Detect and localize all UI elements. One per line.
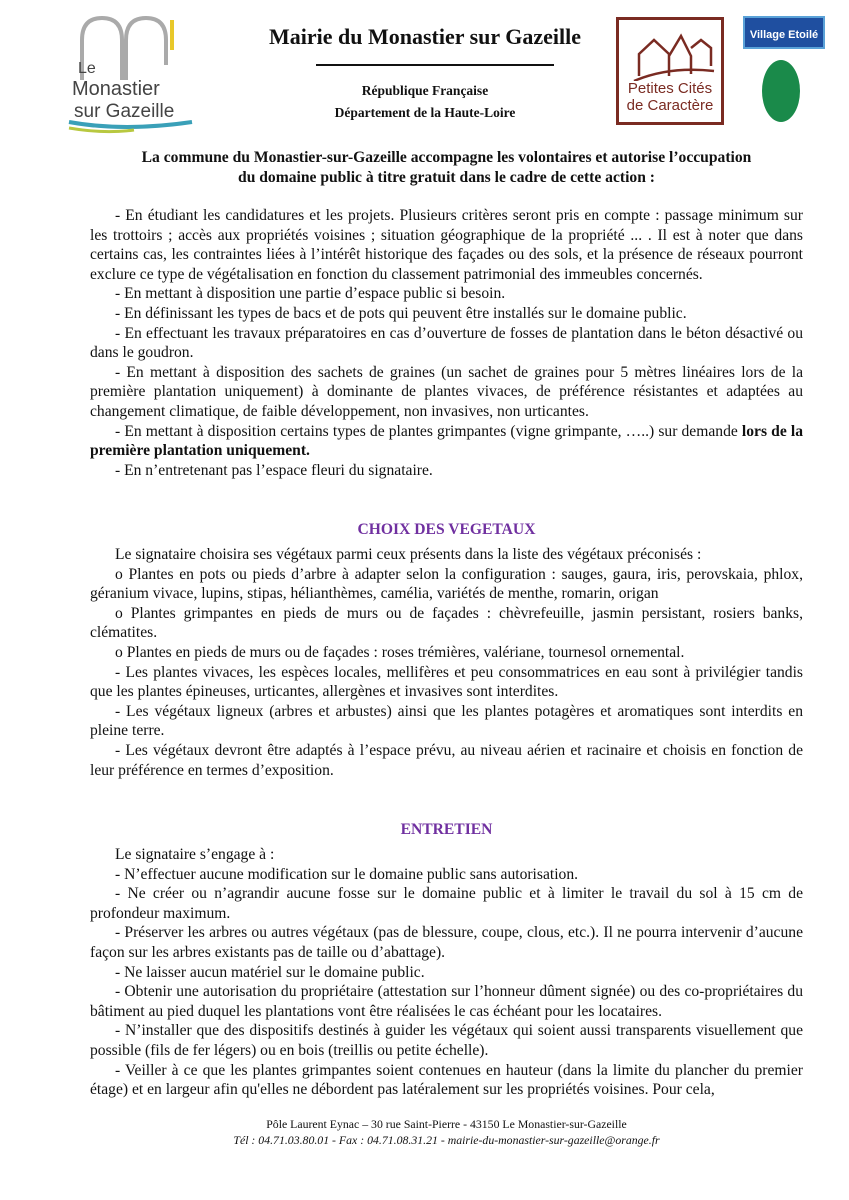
pcc-logo-text: Petites Cités de Caractère <box>626 80 714 114</box>
svg-text:Monastier: Monastier <box>72 78 160 100</box>
list-item: o Plantes en pots ou pieds d’arbre à adapter selon la configuration : sauges, gaura, iris, perovskaia, phlox, géranium vivace, lupins, stipas, hélianthèmes, camélia, variétés de menthe, romarin, origan <box>90 565 803 603</box>
climbing-bold-text: lors de la première plantation uniquement. <box>90 422 804 460</box>
list-item: - Préserver les arbres ou autres végétaux (pas de blessure, coupe, clous, etc.). Il ne pourra intervenir d’aucune façon sur les arbres existants pas de taille ou d’abattage). <box>90 924 803 961</box>
climbing-text: - En mettant à disposition certains types de plantes grimpantes (vigne grimpante, …..) sur demande <box>115 422 742 440</box>
paragraph: - En effectuant les travaux préparatoires en cas d’ouverture de fosses de plantation dans le béton désactivé ou dans le goudron. <box>90 324 803 362</box>
paragraph-climbing <box>90 422 803 461</box>
page-title: Mairie du Monastier sur Gazeille <box>268 24 582 49</box>
list-item: - Obtenir une autorisation du propriétaire (attestation sur l’honneur dûment signée) ou des co-propriétaires du bâtiment au pied duquel les plantations vont être réalisées le cas échéant pour les locataires. <box>90 983 803 1020</box>
title-divider <box>316 64 554 66</box>
heading-choix-vegetaux: CHOIX DES VEGETAUX <box>357 521 536 538</box>
list-item: - Ne créer ou n’agrandir aucune fosse sur le domaine public et à limiter le travail du sol à 15 cm de profondeur maximum. <box>90 885 803 922</box>
subtitle-department: Département de la Haute-Loire <box>334 105 516 120</box>
village-houses-icon <box>619 26 721 81</box>
list-item: - Les plantes vivaces, les espèces locales, mellifères et peu consommatrices en eau sont à privilégier tandis que les plantes épineuses, urticantes, allergènes et invasives sont interdites. <box>90 663 803 701</box>
svg-text:sur Gazeille: sur Gazeille <box>74 101 175 122</box>
subtitle-republic: République Française <box>361 83 489 98</box>
paragraph: Le signataire s’engage à : <box>115 846 275 863</box>
footer-contact: Tél : 04.71.03.80.01 - Fax : 04.71.08.31.21 - mairie-du-monastier-sur-gazeille@orange.fr <box>233 1133 660 1147</box>
list-item: - N’installer que des dispositifs destinés à guider les végétaux qui soient aussi transparents visuellement que possible (fils de fer légers) ou en bois (treillis ou petite échelle). <box>90 1022 803 1059</box>
list-item: - Les végétaux ligneux (arbres et arbustes) ainsi que les plantes potagères et aromatiques sont interdits en pleine terre. <box>90 702 803 740</box>
intro-line-1: La commune du Monastier-sur-Gazeille accompagne les volontaires et autorise l’occupation <box>141 149 752 166</box>
list-item: - Ne laisser aucun matériel sur le domaine public. <box>115 963 425 981</box>
paragraph: - En n’entretenant pas l’espace fleuri du signataire. <box>115 461 433 479</box>
footer <box>90 1116 803 1148</box>
list-item: - Les végétaux devront être adaptés à l’espace prévu, au niveau aérien et racinaire et choisis en fonction de leur préférence en termes d’exposition. <box>90 741 803 779</box>
footer-address: Pôle Laurent Eynac – 30 rue Saint-Pierre - 43150 Le Monastier-sur-Gazeille <box>266 1117 627 1131</box>
commitments-list <box>90 206 803 480</box>
maintenance-list <box>90 845 803 1100</box>
list-item: - N’effectuer aucune modification sur le domaine public sans autorisation. <box>115 865 579 883</box>
heading-entretien: ENTRETIEN <box>400 821 493 838</box>
paragraph: - En définissant les types de bacs et de pots qui peuvent être installés sur le domaine public. <box>115 304 687 322</box>
list-item: o Plantes en pieds de murs ou de façades : roses trémières, valériane, tournesol ornemental. <box>115 643 685 661</box>
paragraph: - En étudiant les candidatures et les projets. Plusieurs critères seront pris en compte : passage minimum sur les trottoirs ; accès aux propriétés voisines ; situation géographique de la propriété ... . Il est à noter que dans certains cas, les contraintes liées à l’intérêt historique des façades ou des sols, et la présence de réseaux pourront exclure ce type de végétalisation en fonction du classement patrimonial des immeubles concernés. <box>90 207 803 283</box>
petites-cites-logo <box>616 17 724 125</box>
paragraph: - En mettant à disposition des sachets de graines (un sachet de graines pour 5 mètres linéaires lors de la première plantation uniquement) à dominante de plantes vivaces, de préférence résistantes et adaptées au changement climatique, de faible développement, non invasives, non urticantes. <box>90 363 803 420</box>
green-drop-logo <box>762 60 800 122</box>
plants-list <box>90 545 803 780</box>
intro-statement <box>90 148 803 187</box>
list-item: o Plantes grimpantes en pieds de murs ou de façades : chèvrefeuille, jasmin persistant, rosiers banks, clématites. <box>90 604 803 642</box>
monastier-logo <box>64 10 199 135</box>
intro-line-2: du domaine public à titre gratuit dans le cadre de cette action : <box>238 168 655 186</box>
village-etoile-logo: Village Etoilé <box>743 16 825 49</box>
paragraph: Le signataire choisira ses végétaux parmi ceux présents dans la liste des végétaux préconisés : <box>115 546 702 563</box>
paragraph: - En mettant à disposition une partie d’espace public si besoin. <box>115 285 506 303</box>
svg-text:Le: Le <box>78 60 96 77</box>
list-item: - Veiller à ce que les plantes grimpantes soient contenues en hauteur (dans la limite du plancher du premier étage) et en largeur afin qu'elles ne débordent pas latéralement sur les propriétés voisines. Pour cela, <box>90 1061 803 1099</box>
arches-icon <box>64 10 199 135</box>
